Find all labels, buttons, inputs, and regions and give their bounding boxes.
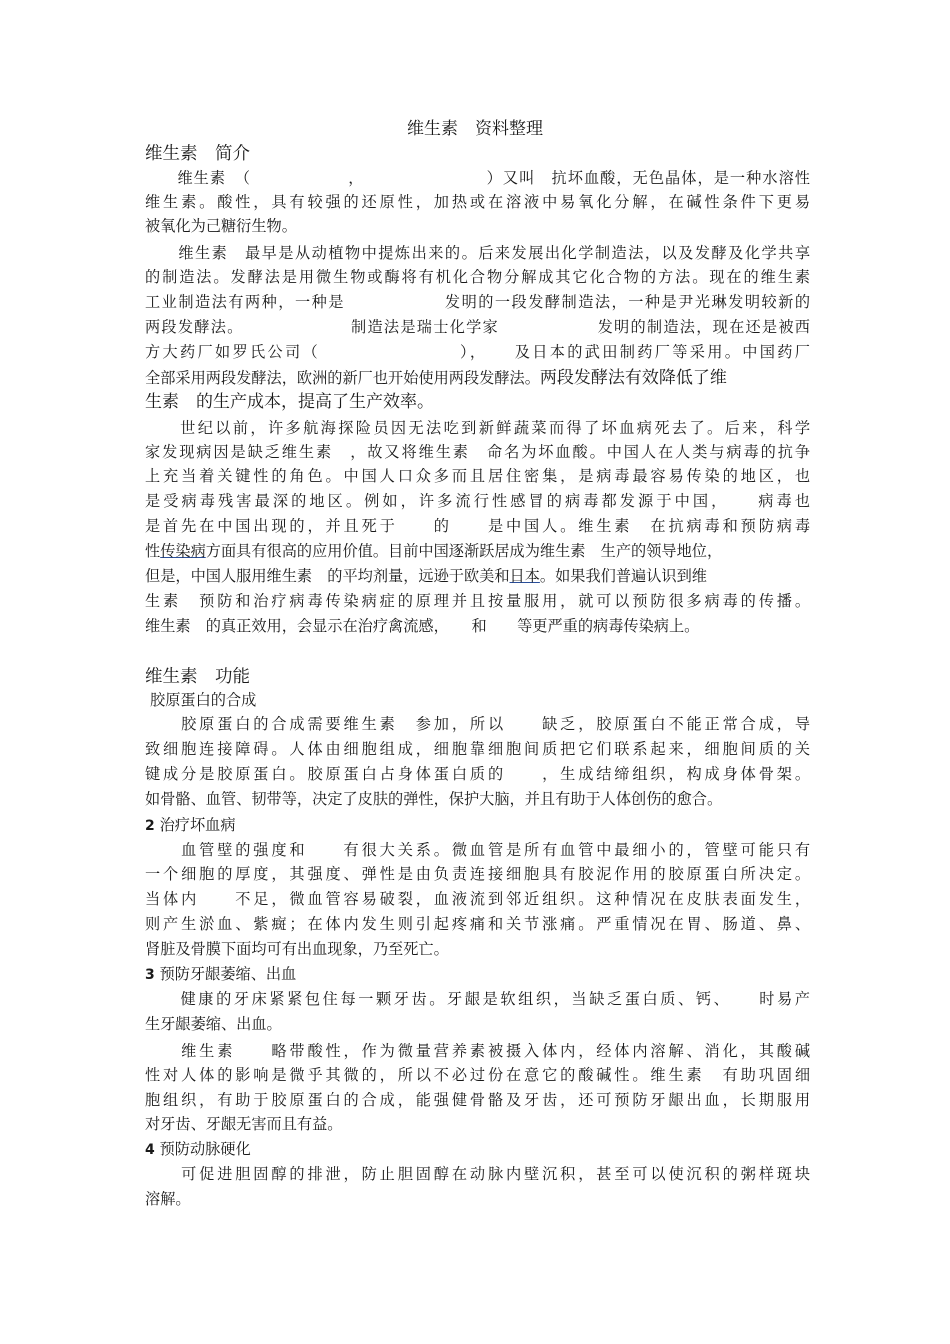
paragraph-line: 则产生淤血、紫癍；在体内发生则引起疼痛和关节涨痛。严重情况在胃、肠道、鼻、 <box>145 915 810 933</box>
paragraph-line: 当体内 不足，微血管容易破裂，血液流到邻近组织。这种情况在皮肤表面发生， <box>145 890 810 908</box>
subheading-text: 预防动脉硬化 <box>159 1140 251 1158</box>
paragraph-line: 血管壁的强度和 有很大关系。微血管是所有血管中最细小的，管壁可能只有 <box>145 841 810 859</box>
paragraph-line <box>145 366 810 390</box>
paragraph-line: 溶解。 <box>145 1190 191 1208</box>
paragraph-text: 性 <box>145 542 161 560</box>
paragraph-line: 致细胞连接障碍。人体由细胞组成，细胞靠细胞间质把它们联系起来，细胞间质的关 <box>145 740 810 758</box>
paragraph-line: 可促进胆固醇的排泄，防止胆固醇在动脉内壁沉积，甚至可以使沉积的粥样斑块 <box>145 1165 810 1183</box>
paragraph-line: 对牙齿、牙龈无害而且有益。 <box>145 1115 343 1133</box>
paragraph-line: 工业制造法有两种，一种是 发明的一段发酵制造法，一种是尹光琳发明较新的 <box>145 293 810 311</box>
subheading-number: 2 <box>145 818 155 834</box>
paragraph-line: 胞组织，有助于胶原蛋白的合成，能强健骨骼及牙齿，还可预防牙龈出血，长期服用 <box>145 1091 810 1109</box>
paragraph-line: 生素 预防和治疗病毒传染病症的原理并且按量服用，就可以预防很多病毒的传播。 <box>145 592 810 610</box>
link-japan[interactable]: 日本 <box>509 567 540 585</box>
paragraph-line: 被氧化为己糖衍生物。 <box>145 217 297 235</box>
subheading-text: 预防牙龈萎缩、出血 <box>159 965 297 983</box>
paragraph-line: 家发现病因是缺乏维生素 ，故又将维生素 命名为坏血酸。中国人在人类与病毒的抗争 <box>145 443 810 461</box>
paragraph-line: 键成分是胶原蛋白。胶原蛋白占身体蛋白质的 ，生成结缔组织，构成身体骨架。 <box>145 765 810 783</box>
paragraph-text: 方面具有很高的应用价值。目前中国逐渐跃居成为维生素 生产的领导地位， <box>205 542 723 560</box>
subheading-arteriosclerosis <box>145 1137 810 1161</box>
section-heading-intro: 维生素 简介 <box>145 144 250 164</box>
paragraph-line: 健康的牙床紧紧包住每一颗牙齿。牙龈是软组织，当缺乏蛋白质、钙、 时易产 <box>145 990 810 1008</box>
paragraph-line: 两段发酵法。 制造法是瑞士化学家 发明的制造法，现在还是被西 <box>145 318 810 336</box>
paragraph-line: 世纪以前，许多航海探险员因无法吃到新鲜蔬菜而得了坏血病死去了。后来，科学 <box>145 419 810 437</box>
subheading-number: 4 <box>145 1142 155 1158</box>
paragraph-line: 是首先在中国出现的，并且死于 的 是中国人。维生素 在抗病毒和预防病毒 <box>145 517 810 535</box>
paragraph-line: 的制造法。发酵法是用微生物或酶将有机化合物分解成其它化合物的方法。现在的维生素 <box>145 268 810 286</box>
paragraph-text-emphasis: 两段发酵法有效降低了维 <box>539 368 727 388</box>
paragraph-line: 方大药厂如罗氏公司（ ）， 及日本的武田制药厂等采用。中国药厂 <box>145 343 810 361</box>
paragraph-line: 维生素 （ ， ）又叫 抗坏血酸，无色晶体，是一种水溶性 <box>145 169 810 187</box>
paragraph-line: 维生素 的真正效用，会显示在治疗禽流感， 和 等更严重的病毒传染病上。 <box>145 617 700 635</box>
subheading-scurvy <box>145 813 810 837</box>
paragraph-line: 维生素 最早是从动植物中提炼出来的。后来发展出化学制造法，以及发酵及化学共享 <box>145 244 810 262</box>
paragraph-text: 但是，中国人服用维生素 的平均剂量，远逊于欧美和 <box>145 567 510 585</box>
paragraph-line: 上充当着关键性的角色。中国人口众多而且居住密集，是病毒最容易传染的地区，也 <box>145 467 810 485</box>
subheading-collagen: 胶原蛋白的合成 <box>150 691 257 709</box>
paragraph-line: 是受病毒残害最深的地区。例如，许多流行性感冒的病毒都发源于中国， 病毒也 <box>145 492 810 510</box>
paragraph-text: 全部采用两段发酵法，欧洲的新厂也开始使用两段发酵法。 <box>145 369 540 387</box>
link-infectious-disease[interactable]: 传染病 <box>160 542 206 560</box>
paragraph-line: 一个细胞的厚度，其强度、弹性是由负责连接细胞具有胶泥作用的胶原蛋白所决定。 <box>145 865 810 883</box>
paragraph-line: 生牙龈萎缩、出血。 <box>145 1015 282 1033</box>
paragraph-line: 生素 的生产成本，提高了生产效率。 <box>145 392 434 412</box>
section-heading-function: 维生素 功能 <box>145 667 250 687</box>
paragraph-text: 。如果我们普遍认识到维 <box>539 567 707 585</box>
subheading-gum <box>145 962 810 986</box>
paragraph-line <box>145 564 810 588</box>
paragraph-line: 如骨骼、血管、韧带等，决定了皮肤的弹性，保护大脑，并且有助于人体创伤的愈合。 <box>145 790 723 808</box>
page-title: 维生素 资料整理 <box>407 119 543 139</box>
paragraph-line: 维生素。酸性，具有较强的还原性，加热或在溶液中易氧化分解，在碱性条件下更易 <box>145 193 810 211</box>
subheading-text: 治疗坏血病 <box>159 816 236 834</box>
paragraph-line: 胶原蛋白的合成需要维生素 参加，所以 缺乏，胶原蛋白不能正常合成，导 <box>145 715 810 733</box>
subheading-number: 3 <box>145 967 155 983</box>
paragraph-line: 肾脏及骨膜下面均可有出血现象，乃至死亡。 <box>145 940 449 958</box>
paragraph-line: 性对人体的影响是微乎其微的，所以不必过份在意它的酸碱性。维生素 有助巩固细 <box>145 1066 810 1084</box>
paragraph-line <box>145 539 810 563</box>
paragraph-line: 维生素 略带酸性，作为微量营养素被摄入体内，经体内溶解、消化，其酸碱 <box>145 1042 810 1060</box>
